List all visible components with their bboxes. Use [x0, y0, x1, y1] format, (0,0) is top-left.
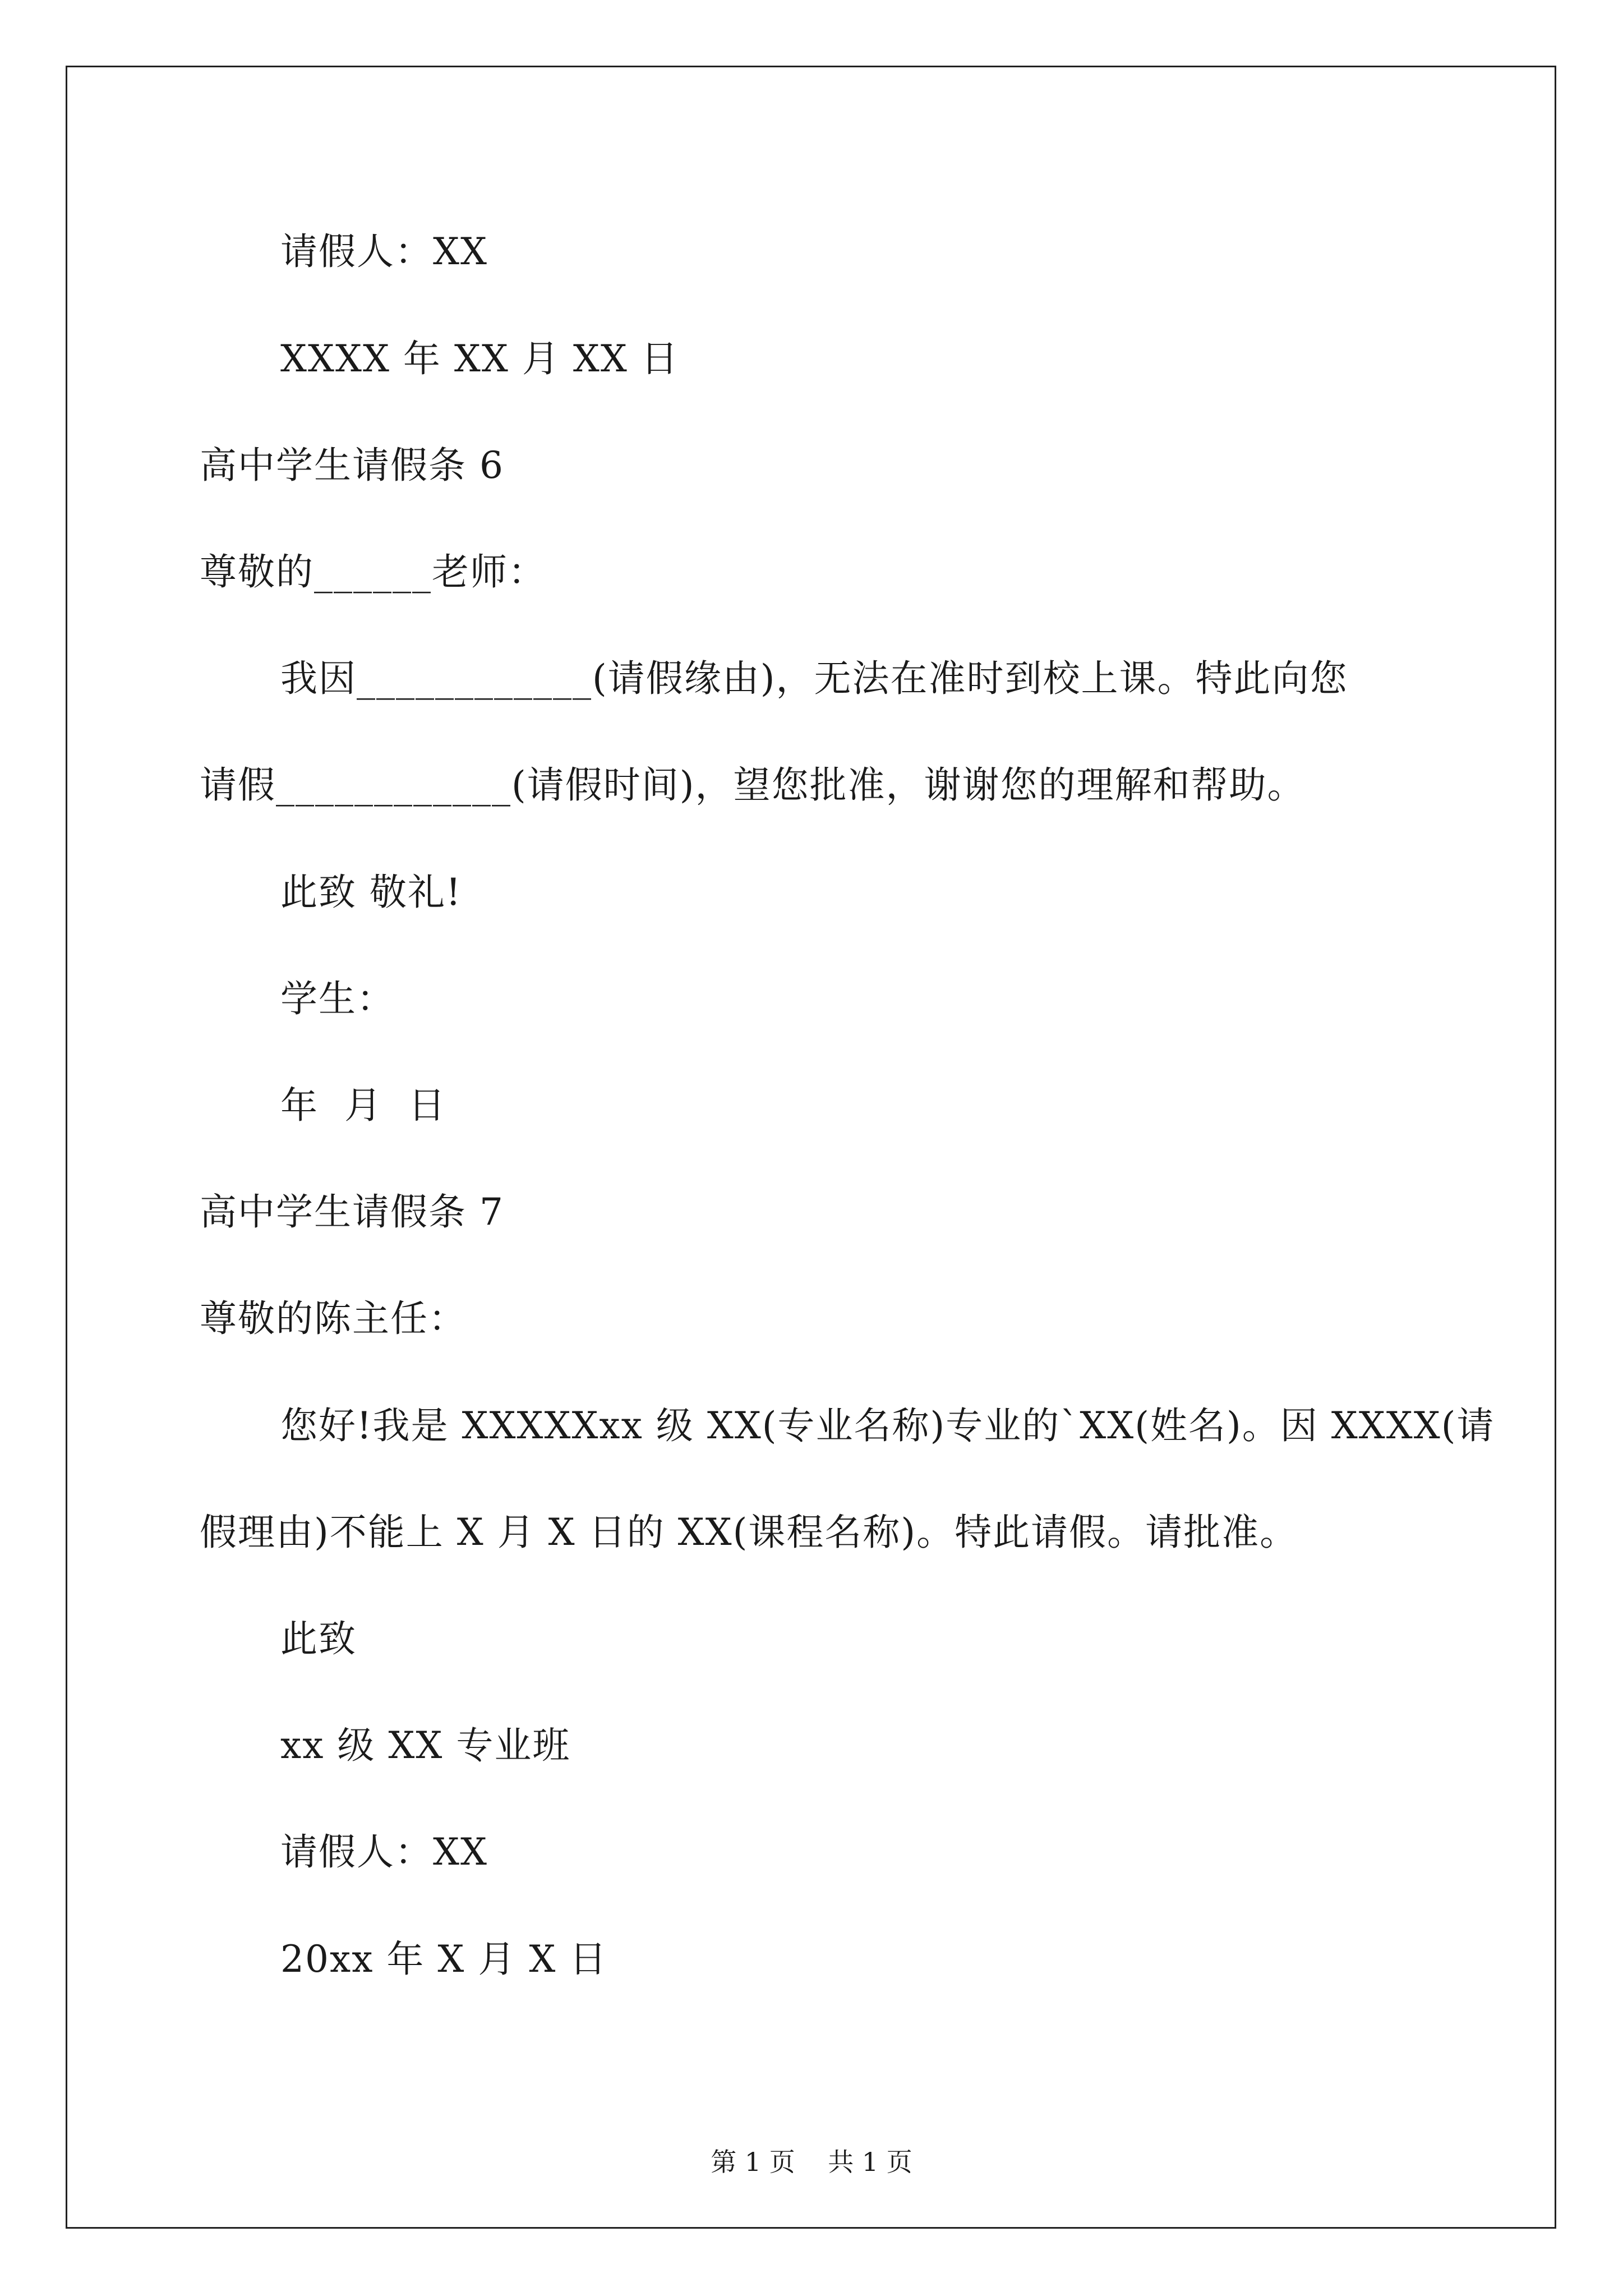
page-border [66, 66, 1556, 2229]
body-line-6a: 我因____________(请假缘由)，无法在准时到校上课。特此向您 [280, 657, 1348, 700]
section-title-6: 高中学生请假条 6 [200, 444, 504, 487]
page-number-footer: 第 1 页 共 1 页 [711, 2147, 912, 2177]
student-signature-6: 学生： [280, 977, 395, 1020]
class-line-7: xx 级 XX 专业班 [280, 1724, 571, 1767]
body-line-7a: 您好!我是 XXXXXxx 级 XX(专业名称)专业的`XX(姓名)。因 XXXX(请 [280, 1404, 1495, 1447]
date-line-1: XXXX 年 XX 月 XX 日 [280, 337, 679, 380]
date-placeholder-6: 年 月 日 [280, 1084, 446, 1127]
closing-7: 此致 [280, 1617, 357, 1660]
salutation-7: 尊敬的陈主任： [200, 1297, 467, 1340]
applicant-line-7: 请假人：XX [280, 1830, 488, 1874]
body-line-7b: 假理由)不能上 X 月 X 日的 XX(课程名称)。特此请假。请批准。 [200, 1511, 1298, 1554]
section-title-7: 高中学生请假条 7 [200, 1190, 504, 1234]
applicant-line-1: 请假人：XX [280, 230, 488, 273]
body-line-6b: 请假____________(请假时间)，望您批准，谢谢您的理解和帮助。 [200, 763, 1306, 807]
date-line-7: 20xx 年 X 月 X 日 [280, 1938, 608, 1981]
closing-6: 此致 敬礼! [280, 871, 462, 914]
salutation-6: 尊敬的______老师： [200, 550, 546, 593]
